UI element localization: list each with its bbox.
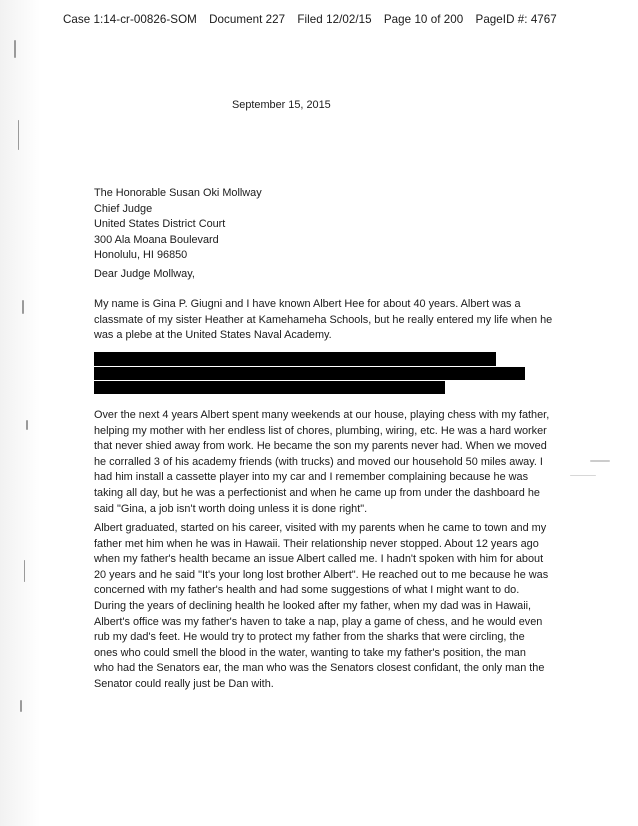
salutation: Dear Judge Mollway, (94, 268, 195, 280)
paragraph-line: 20 years and he said "It's your long lost brother Albert". He reached out to me because he was (94, 568, 549, 581)
paragraph-line: said "Gina, a job isn't worth doing unless it is done right". (94, 502, 368, 515)
paragraph-line: father met him when he was in Hawaii. Their relationship never stopped. About 12 years ago (94, 537, 539, 550)
scan-speck (22, 300, 24, 314)
recipient-address (94, 186, 394, 264)
paragraph-intro (94, 297, 553, 344)
scan-speck (570, 475, 596, 476)
address-line: Honolulu, HI 96850 (94, 249, 188, 262)
address-line: Chief Judge (94, 202, 153, 215)
redaction-bar (94, 381, 445, 394)
page-id: PageID #: 4767 (475, 13, 557, 26)
scan-speck (26, 420, 28, 430)
page-number: Page 10 of 200 (383, 13, 464, 26)
address-line: 300 Ala Moana Boulevard (94, 233, 219, 246)
court-filing-header (63, 13, 557, 26)
paragraph-line: classmate of my sister Heather at Kamehameha Schools, but he really entered my life when he (94, 313, 553, 326)
paragraph-line: helping my mother with her endless list of chores, plumbing, wiring, etc. He was a hard worker (94, 424, 547, 437)
paragraph-line: he corralled 3 of his academy friends (with trucks) and moved our household 50 miles away. I (94, 455, 543, 468)
paragraph-line: taking all day, but he was a perfectionist and when he came up from under the dashboard he (94, 486, 540, 499)
paragraph-line: ones who could smell the blood in the water, wanting to take my father's position, the man (94, 646, 526, 659)
paragraph-line: had him install a cassette player into my car and I remember complaining because he was (94, 471, 529, 484)
case-number: Case 1:14-cr-00826-SOM (63, 13, 197, 26)
paragraph-line: was a plebe at the United States Naval Academy. (94, 329, 332, 342)
paragraph-line: when my father's health became an issue Albert called me. I hadn't spoken with him for about (94, 553, 544, 566)
paragraph-line: Albert's office was my father's haven to take a nap, play a game of chess, and he would even (94, 615, 543, 628)
paragraph-line: rub my dad's feet. He would try to protect my father from the sharks that were circling, the (94, 631, 525, 644)
redaction-bar (94, 367, 525, 380)
scan-speck (18, 120, 19, 150)
scan-speck (590, 460, 610, 462)
paragraph-line: concerned with my father's health and had some suggestions of what I might want to do. (94, 584, 520, 597)
filed-date: Filed 12/02/15 (297, 13, 372, 26)
letter-date: September 15, 2015 (232, 99, 331, 111)
scan-speck (20, 700, 22, 712)
paragraph-line: Over the next 4 years Albert spent many weekends at our house, playing chess with my father, (94, 409, 550, 421)
scan-speck (14, 40, 16, 58)
address-line: The Honorable Susan Oki Mollway (94, 187, 262, 199)
paragraph-line: Senator could really just be Dan with. (94, 677, 274, 690)
paragraph-later-years (94, 521, 549, 693)
paragraph-line: Albert graduated, started on his career, visited with my parents when he came to town and my (94, 522, 547, 534)
paragraph-line: that never shied away from work. He became the son my parents never had. When we moved (94, 440, 547, 453)
paragraph-line: who had the Senators ear, the man who was the Senators closest confidant, the only man the (94, 662, 545, 675)
document-number: Document 227 (209, 13, 286, 26)
address-line: United States District Court (94, 218, 226, 231)
paragraph-line: During the years of declining health he looked after my father, when my dad was in Hawaii, (94, 599, 532, 612)
scan-speck (24, 560, 25, 582)
redaction-bar (94, 352, 496, 366)
paragraph-line: My name is Gina P. Giugni and I have known Albert Hee for about 40 years. Albert was a (94, 298, 521, 310)
paragraph-academy-years (94, 408, 550, 517)
